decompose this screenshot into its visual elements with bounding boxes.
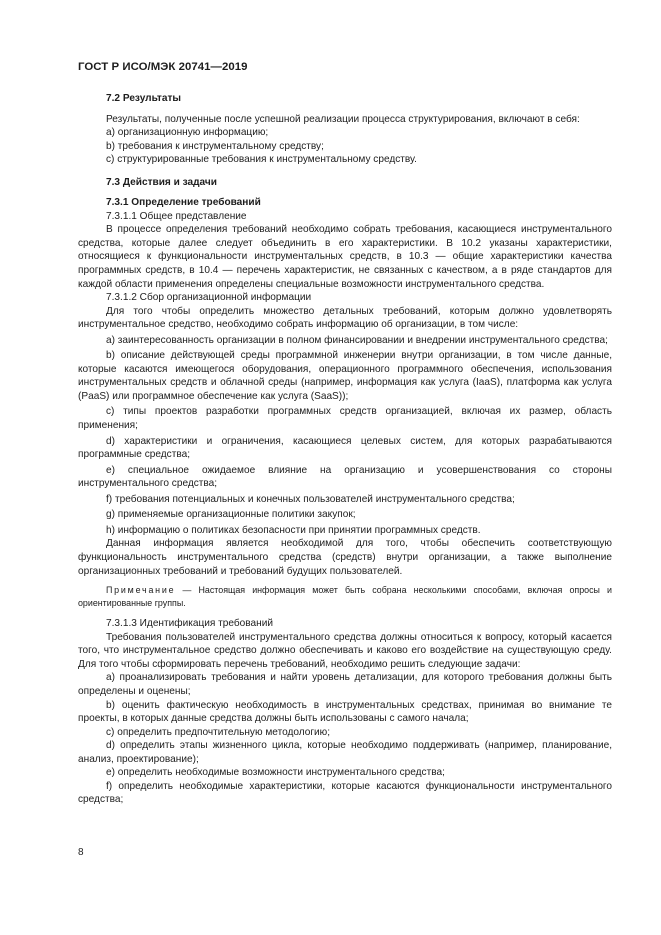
list-item: f) требования потенциальных и конечных пользователей инструментального средства; [106, 493, 515, 505]
paragraph: В процессе определения требований необходимо собрать требования, касающиеся инструментального средства, которые далее следует объединить в его характеристики. В 10.2 указаны характеристики, относящиеся к функциональности инструментальных средств, в 10.3 — общие характеристики качества программных средств, в 10.4 — перечень характеристик, не связанных с качеством, а в ряде стандартов для каждой области применения определены специальные возможности инструментального средства. [78, 224, 612, 290]
list-item: e) определить необходимые возможности инструментального средства; [106, 767, 445, 779]
list-item: e) специальное ожидаемое влияние на организацию и усовершенствования со стороны инструментального средства; [78, 464, 612, 490]
paragraph: Данная информация является необходимой для того, чтобы обеспечить соответствующую функциональность инструментального средства (средств) внутри организации, а также выполнение организационных требований и требований будущих пользователей. [78, 538, 612, 577]
list-item: c) определить предпочтительную методологию; [106, 726, 331, 738]
list-item: b) оценить фактическую необходимость в инструментальных средствах, принимая во внимание те проекты, в которых данные средства должны быть использованы с самого начала; [78, 699, 612, 725]
running-header: ГОСТ Р ИСО/МЭК 20741—2019 [78, 61, 248, 73]
list-item: d) определить этапы жизненного цикла, которые необходимо поддерживать (например, планирование, анализ, проектирование); [78, 740, 612, 765]
list-item: c) структурированные требования к инструментальному средству. [106, 154, 417, 166]
paragraph: Результаты, полученные после успешной реализации процесса структурирования, включают в себя: [106, 113, 580, 125]
list-item: b) требования к инструментальному средству; [106, 140, 324, 152]
list-item: c) типы проектов разработки программных средств организацией, включая их размер, область применения; [78, 406, 612, 432]
page-body [78, 92, 612, 807]
subsection-heading-7-3-1-2: 7.3.1.2 Сбор организационной информации [106, 292, 312, 304]
section-heading-7-3: 7.3 Действия и задачи [106, 176, 217, 188]
list-item: a) заинтересованность организации в полном финансировании и внедрении инструментального средства; [106, 334, 608, 346]
list-item: a) проанализировать требования и найти уровень детализации, для которого требования должны быть определены и оценены; [78, 672, 612, 697]
note-label: Примечание [106, 585, 176, 596]
subsection-heading-7-3-1-3: 7.3.1.3 Идентификация требований [106, 618, 273, 630]
list-item: d) характеристики и ограничения, касающиеся целевых систем, для которых разрабатываются программные средства; [78, 435, 612, 461]
paragraph: Для того чтобы определить множество детальных требований, которым должно удовлетворять инструментальное средство, необходимо собрать информацию об организации, в том числе: [78, 305, 612, 331]
list-item: h) информацию о политиках безопасности при принятии программных средств. [106, 524, 481, 536]
list-item: g) применяемые организационные политики закупок; [106, 509, 356, 521]
list-item: f) определить необходимые характеристики, которые касаются функциональности инструментального средства; [78, 780, 612, 806]
subsection-heading-7-3-1-1: 7.3.1.1 Общее представление [106, 210, 247, 222]
page-number: 8 [78, 847, 84, 858]
section-heading-7-2: 7.2 Результаты [106, 93, 182, 104]
section-heading-7-3-1: 7.3.1 Определение требований [106, 197, 261, 209]
paragraph: Требования пользователей инструментального средства должны относиться к вопросу, который касается того, что инструментальное средство должно обеспечивать и каково его воздействие на существующую среду. Для того чтобы сформировать перечень требований, необходимо решить следующие задачи: [78, 631, 612, 670]
note-text: — Настоящая информация может быть собрана несколькими способами, включая опросы и ориентированные группы. [78, 585, 612, 608]
list-item: b) описание действующей среды программной инженерии внутри организации, в том числе данные, которые касаются имеющегося оборудования, операционного программного обеспечения, использования инструментальных средств и облачной среды (например, информация как услуга (IaaS), платформа как услуга (PaaS) или программное обеспечение как услуга (SaaS)); [78, 350, 612, 402]
note [78, 584, 612, 609]
list-item: a) организационную информацию; [106, 127, 269, 139]
